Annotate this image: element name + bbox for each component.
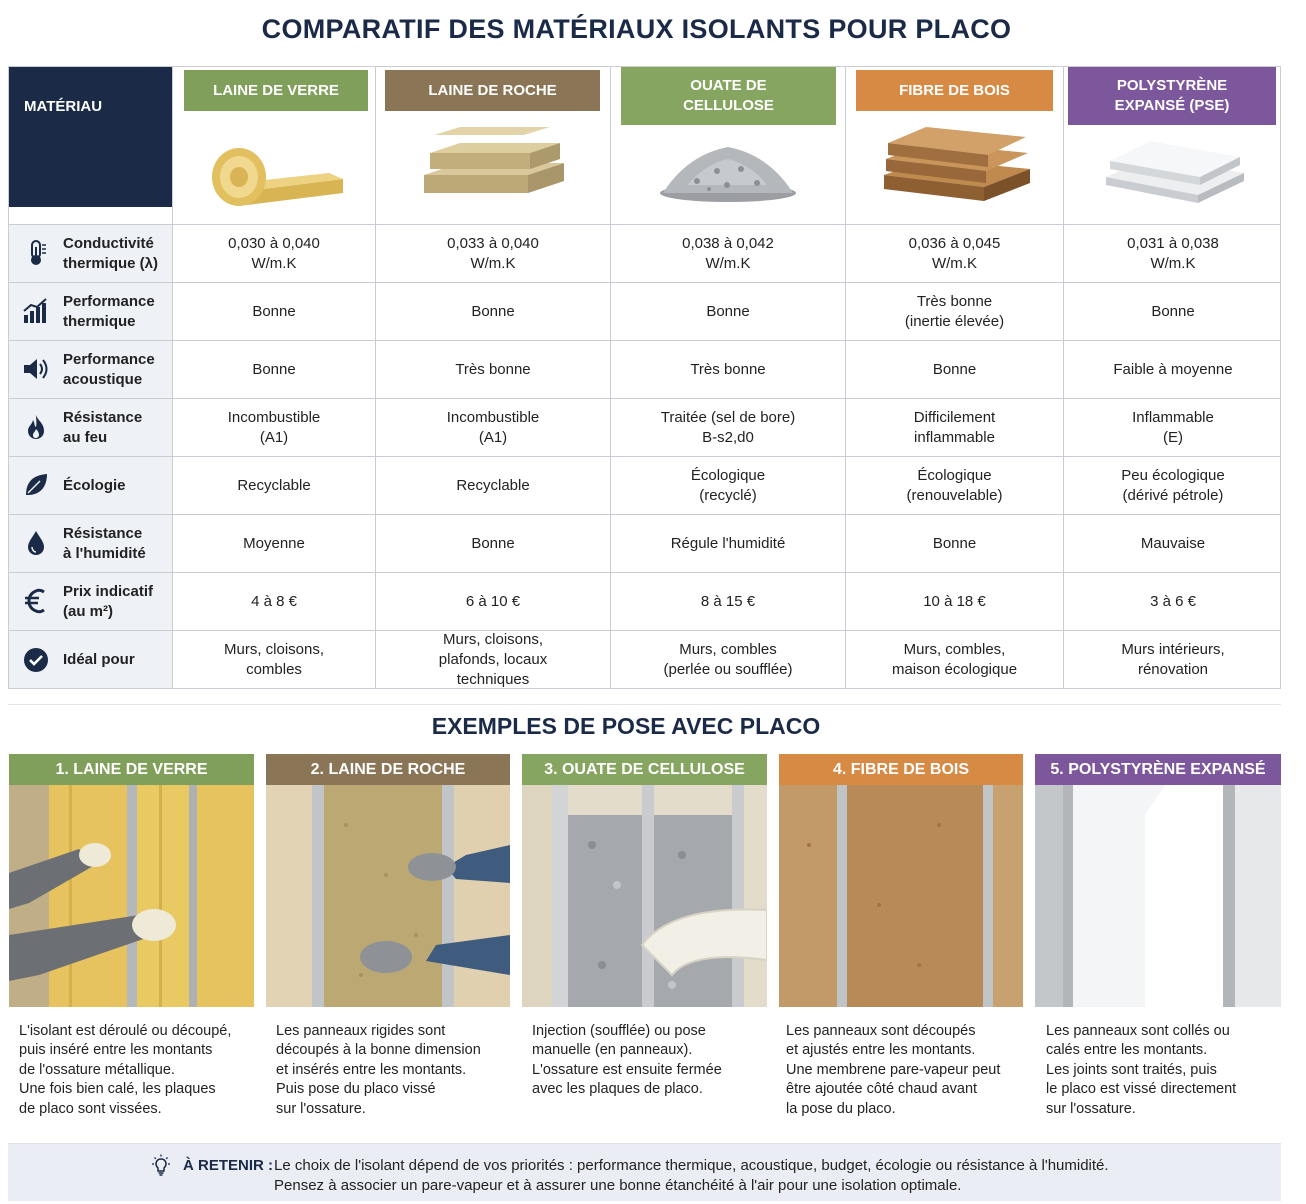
material-banner: LAINE DE VERRE (184, 70, 368, 111)
cell: Écologique (recyclé) (690, 466, 766, 504)
cell: Incombustible (A1) (227, 408, 321, 446)
page-title: COMPARATIF DES MATÉRIAUX ISOLANTS POUR PLACO (261, 14, 1012, 44)
example-title: 3. OUATE DE CELLULOSE (522, 754, 767, 785)
wood-fibre-install-photo (779, 785, 1023, 1007)
cell: Faible à moyenne (1113, 360, 1233, 378)
row-label-resistance-feu (9, 399, 172, 456)
cell: Recyclable (237, 476, 311, 494)
cell: Très bonne (455, 360, 531, 378)
cell: Moyenne (243, 534, 305, 552)
cell: 0,036 à 0,045 W/m.K (908, 234, 1001, 272)
examples-title: EXEMPLES DE POSE AVEC PLACO (431, 713, 821, 739)
cell: Très bonne (690, 360, 766, 378)
row-label-text: Résistance au feu (63, 408, 143, 446)
cell: Bonne (471, 302, 515, 320)
example-title: 4. FIBRE DE BOIS (779, 754, 1023, 785)
cell: 8 à 15 € (700, 592, 756, 610)
row-label-text: Résistance à l'humidité (63, 524, 146, 562)
corner-header: MATÉRIAU (9, 67, 172, 207)
material-banner: LAINE DE ROCHE (385, 70, 600, 111)
cell: 3 à 6 € (1150, 592, 1196, 610)
cellulose-install-photo (522, 785, 767, 1007)
comparison-table (8, 66, 1281, 689)
lightbulb-icon (149, 1154, 173, 1178)
row-label-text: Performance thermique (63, 292, 155, 330)
row-label-prix (9, 573, 172, 630)
example-description: L'isolant est déroulé ou découpé, puis inséré entre les montants de l'ossature métallique. Une fois bien calé, les plaques de placo sont vissées. (19, 1023, 232, 1117)
cell: Bonne (471, 534, 515, 552)
example-title: 5. POLYSTYRÈNE EXPANSÉ (1035, 754, 1281, 785)
bar-chart-icon (22, 297, 50, 325)
row-label-resistance-humidite (9, 515, 172, 572)
cell: 0,038 à 0,042 W/m.K (682, 234, 774, 272)
material-banner: OUATE DE CELLULOSE (621, 67, 836, 125)
cell: Difficilement inflammable (913, 408, 996, 446)
row-label-performance-acoustique (9, 341, 172, 398)
cell: Recyclable (456, 476, 530, 494)
cell: Murs, combles (perlée ou soufflée) (663, 641, 793, 678)
example-description: Injection (soufflée) ou pose manuelle (en panneaux). L'ossature est ensuite fermée avec les plaques de placo. (532, 1023, 722, 1098)
example-description: Les panneaux rigides sont découpés à la bonne dimension et insérés entre les montants. Puis pose du placo vissé sur l'ossature. (276, 1023, 481, 1117)
row-label-ideal-pour (9, 631, 172, 689)
cell: Écologique (renouvelable) (906, 466, 1003, 504)
cell: Très bonne (inertie élevée) (904, 292, 1005, 330)
row-label-text: Prix indicatif (au m²) (63, 582, 154, 620)
material-banner: FIBRE DE BOIS (856, 70, 1053, 111)
row-label-performance-thermique (9, 283, 172, 340)
row-label-conductivite (9, 225, 172, 282)
water-drop-icon (22, 529, 50, 557)
header-laine-de-verre (173, 67, 375, 224)
cell: 6 à 10 € (465, 592, 521, 610)
cell: Régule l'humidité (670, 534, 786, 552)
cell: Murs, cloisons, combles (223, 641, 325, 678)
material-banner: POLYSTYRÈNE EXPANSÉ (PSE) (1068, 67, 1276, 125)
retenir-label: À RETENIR : (183, 1157, 273, 1174)
cell: Bonne (932, 360, 977, 378)
example-title: 2. LAINE DE ROCHE (266, 754, 510, 785)
leaf-icon (22, 471, 50, 499)
cell: Inflammable (E) (1132, 408, 1214, 446)
wood-fibre-panels-icon (880, 125, 1034, 207)
euro-icon (22, 587, 50, 615)
row-label-text: Écologie (63, 476, 126, 494)
cell: Bonne (1151, 302, 1195, 320)
cell: Murs, combles, maison écologique (891, 641, 1018, 678)
cell: Bonne (932, 534, 977, 552)
polystyrene-panels-icon (1102, 135, 1248, 205)
cell: Peu écologique (dérivé pétrole) (1121, 466, 1225, 504)
example-description: Les panneaux sont collés ou calés entre les montants. Les joints sont traités, puis le placo est vissé directement sur l'ossature. (1046, 1023, 1237, 1117)
cell: Murs intérieurs, rénovation (1121, 641, 1225, 678)
rock-wool-install-photo (266, 785, 510, 1007)
cell: Incombustible (A1) (446, 408, 540, 446)
retenir-text: Le choix de l'isolant dépend de vos priorités : performance thermique, acoustique, budget, écologie ou résistance à l'humidité. Pensez à associer un pare-vapeur et à assurer une bonne étanchéité à l'air pour une isolation optimale. (274, 1157, 1109, 1194)
example-title: 1. LAINE DE VERRE (9, 754, 254, 785)
header-fibre-de-bois (846, 67, 1063, 224)
cellulose-pile-icon (657, 141, 799, 203)
cell: Mauvaise (1140, 534, 1206, 552)
glass-wool-roll-icon (207, 133, 347, 208)
flame-icon (22, 413, 50, 441)
row-label-ecologie (9, 457, 172, 514)
cell: Murs, cloisons, plafonds, locaux techniques (438, 631, 548, 688)
cell: Bonne (706, 302, 750, 320)
check-circle-icon (22, 646, 50, 674)
polystyrene-install-photo (1035, 785, 1281, 1007)
cell: Bonne (252, 360, 296, 378)
rock-wool-panels-icon (418, 127, 570, 207)
section-divider (8, 704, 1281, 705)
cell: 10 à 18 € (923, 592, 986, 610)
cell: 0,031 à 0,038 W/m.K (1127, 234, 1219, 272)
cell: 0,030 à 0,040 W/m.K (228, 234, 320, 272)
header-laine-de-roche (376, 67, 610, 224)
row-label-text: Idéal pour (63, 651, 135, 668)
row-label-text: Conductivité thermique (λ) (63, 234, 159, 272)
speaker-icon (22, 355, 50, 383)
cell: Bonne (252, 302, 296, 320)
cell: 0,033 à 0,040 W/m.K (447, 234, 539, 272)
retenir-box (8, 1143, 1281, 1201)
glass-wool-install-photo (9, 785, 254, 1007)
thermometer-icon (22, 239, 50, 267)
header-ouate-de-cellulose (611, 67, 845, 224)
cell: Traitée (sel de bore) B-s2,d0 (660, 408, 796, 446)
cell: 4 à 8 € (251, 592, 297, 610)
row-label-text: Performance acoustique (63, 350, 155, 388)
header-polystyrene (1064, 67, 1282, 224)
example-description: Les panneaux sont découpés et ajustés entre les montants. Une membrene pare-vapeur peut être ajoutée côté chaud avant la pose du placo. (786, 1023, 1001, 1117)
